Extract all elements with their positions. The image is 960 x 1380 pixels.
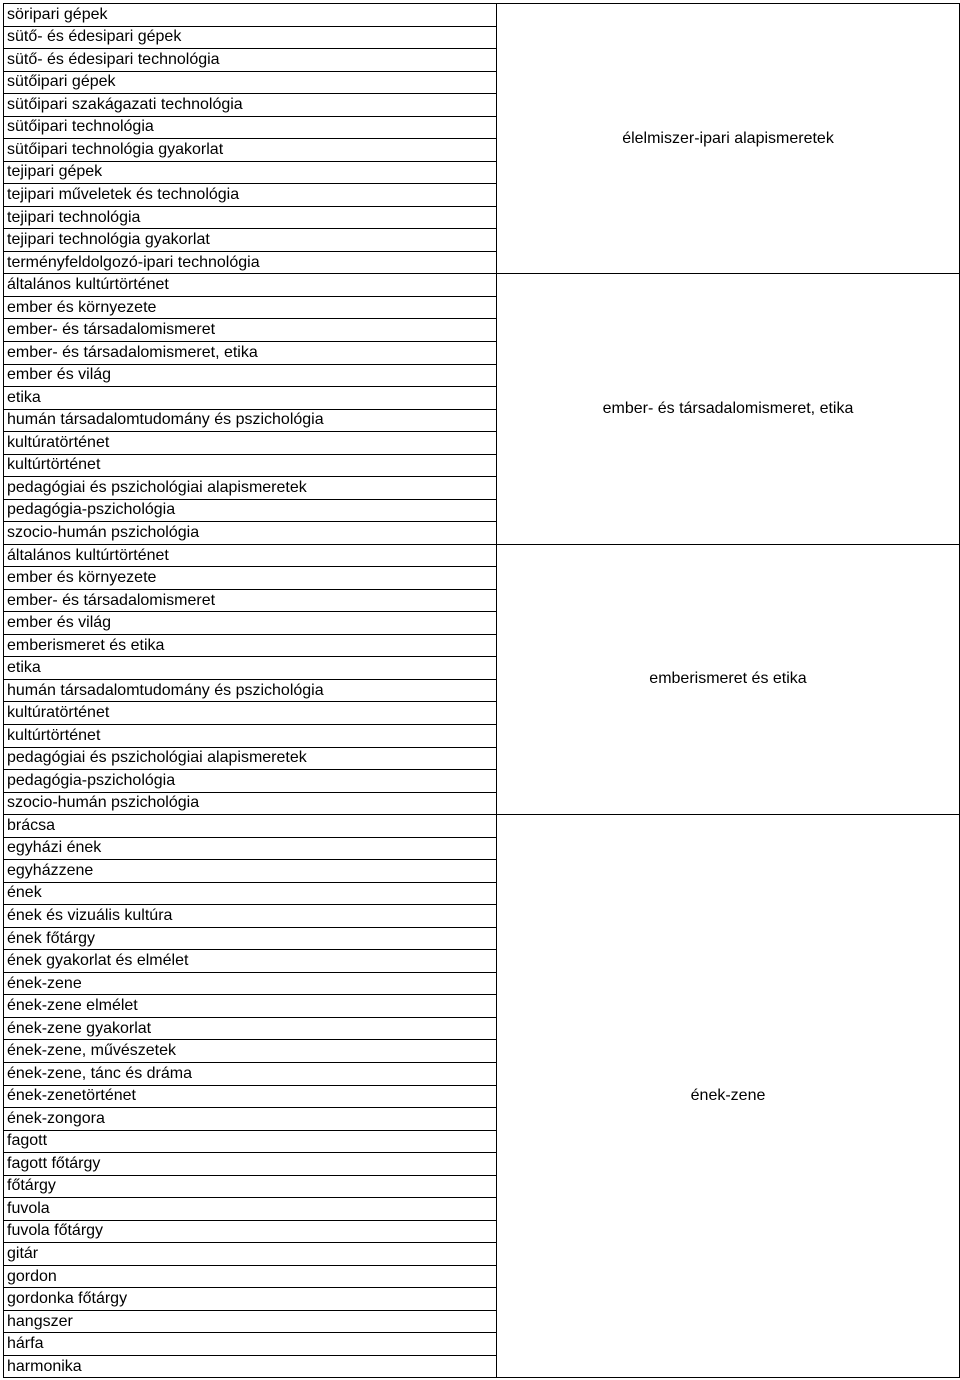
subject-name-cell: szocio-humán pszichológia: [4, 522, 497, 545]
subject-name-cell: pedagógia-pszichológia: [4, 499, 497, 522]
subject-name-cell: sütőipari technológia: [4, 116, 497, 139]
subject-name-cell: emberismeret és etika: [4, 634, 497, 657]
subject-name-cell: ének gyakorlat és elmélet: [4, 950, 497, 973]
subject-name-cell: ének-zongora: [4, 1108, 497, 1131]
subject-name-cell: terményfeldolgozó-ipari technológia: [4, 251, 497, 274]
category-cell: ember- és társadalomismeret, etika: [497, 274, 960, 544]
category-cell: emberismeret és etika: [497, 544, 960, 814]
subject-name-cell: ének-zene: [4, 972, 497, 995]
subject-name-cell: fuvola főtárgy: [4, 1220, 497, 1243]
subject-name-cell: szocio-humán pszichológia: [4, 792, 497, 815]
subject-name-cell: ének-zenetörténet: [4, 1085, 497, 1108]
subject-name-cell: általános kultúrtörténet: [4, 544, 497, 567]
subject-name-cell: kultúrtörténet: [4, 725, 497, 748]
subject-name-cell: tejipari technológia gyakorlat: [4, 229, 497, 252]
subject-name-cell: brácsa: [4, 815, 497, 838]
table-row: [4, 544, 960, 567]
subject-name-cell: humán társadalomtudomány és pszichológia: [4, 409, 497, 432]
subject-name-cell: gordon: [4, 1265, 497, 1288]
subject-name-cell: sütőipari technológia gyakorlat: [4, 139, 497, 162]
subject-name-cell: ember és környezete: [4, 296, 497, 319]
table-body: [4, 4, 960, 1378]
subject-name-cell: sütő- és édesipari technológia: [4, 49, 497, 72]
subject-name-cell: kultúrtörténet: [4, 454, 497, 477]
subject-name-cell: etika: [4, 387, 497, 410]
subject-name-cell: ember és világ: [4, 612, 497, 635]
subject-name-cell: ének és vizuális kultúra: [4, 905, 497, 928]
subject-name-cell: ének-zene, művészetek: [4, 1040, 497, 1063]
subject-name-cell: ember és környezete: [4, 567, 497, 590]
subject-name-cell: egyházzene: [4, 860, 497, 883]
subject-name-cell: harmonika: [4, 1355, 497, 1378]
subject-name-cell: hárfa: [4, 1333, 497, 1356]
subject-name-cell: ének főtárgy: [4, 927, 497, 950]
subject-name-cell: pedagógia-pszichológia: [4, 770, 497, 793]
subject-name-cell: tejipari technológia: [4, 206, 497, 229]
subject-name-cell: egyházi ének: [4, 837, 497, 860]
subject-name-cell: sütőipari szakágazati technológia: [4, 94, 497, 117]
subject-name-cell: etika: [4, 657, 497, 680]
subject-name-cell: ének-zene elmélet: [4, 995, 497, 1018]
subject-name-cell: pedagógiai és pszichológiai alapismeretek: [4, 747, 497, 770]
subject-name-cell: humán társadalomtudomány és pszichológia: [4, 679, 497, 702]
subject-name-cell: hangszer: [4, 1310, 497, 1333]
subject-name-cell: gitár: [4, 1243, 497, 1266]
subject-name-cell: ének: [4, 882, 497, 905]
subject-name-cell: tejipari gépek: [4, 161, 497, 184]
subject-name-cell: ember és világ: [4, 364, 497, 387]
table-row: [4, 274, 960, 297]
subject-name-cell: általános kultúrtörténet: [4, 274, 497, 297]
subject-name-cell: ember- és társadalomismeret: [4, 319, 497, 342]
subject-name-cell: fuvola: [4, 1198, 497, 1221]
subject-name-cell: ember- és társadalomismeret: [4, 589, 497, 612]
subject-mapping-table: [3, 3, 960, 1378]
subject-name-cell: kultúratörténet: [4, 702, 497, 725]
subject-name-cell: sütőipari gépek: [4, 71, 497, 94]
subject-name-cell: főtárgy: [4, 1175, 497, 1198]
category-cell: ének-zene: [497, 815, 960, 1378]
subject-name-cell: gordonka főtárgy: [4, 1288, 497, 1311]
table-row: [4, 4, 960, 27]
table-row: [4, 815, 960, 838]
subject-name-cell: fagott: [4, 1130, 497, 1153]
subject-name-cell: ember- és társadalomismeret, etika: [4, 341, 497, 364]
subject-name-cell: söripari gépek: [4, 4, 497, 27]
subject-name-cell: ének-zene gyakorlat: [4, 1017, 497, 1040]
category-cell: élelmiszer-ipari alapismeretek: [497, 4, 960, 274]
subject-name-cell: ének-zene, tánc és dráma: [4, 1062, 497, 1085]
subject-name-cell: pedagógiai és pszichológiai alapismeretek: [4, 477, 497, 500]
subject-name-cell: tejipari műveletek és technológia: [4, 184, 497, 207]
subject-name-cell: fagott főtárgy: [4, 1153, 497, 1176]
subject-name-cell: sütő- és édesipari gépek: [4, 26, 497, 49]
subject-name-cell: kultúratörténet: [4, 432, 497, 455]
